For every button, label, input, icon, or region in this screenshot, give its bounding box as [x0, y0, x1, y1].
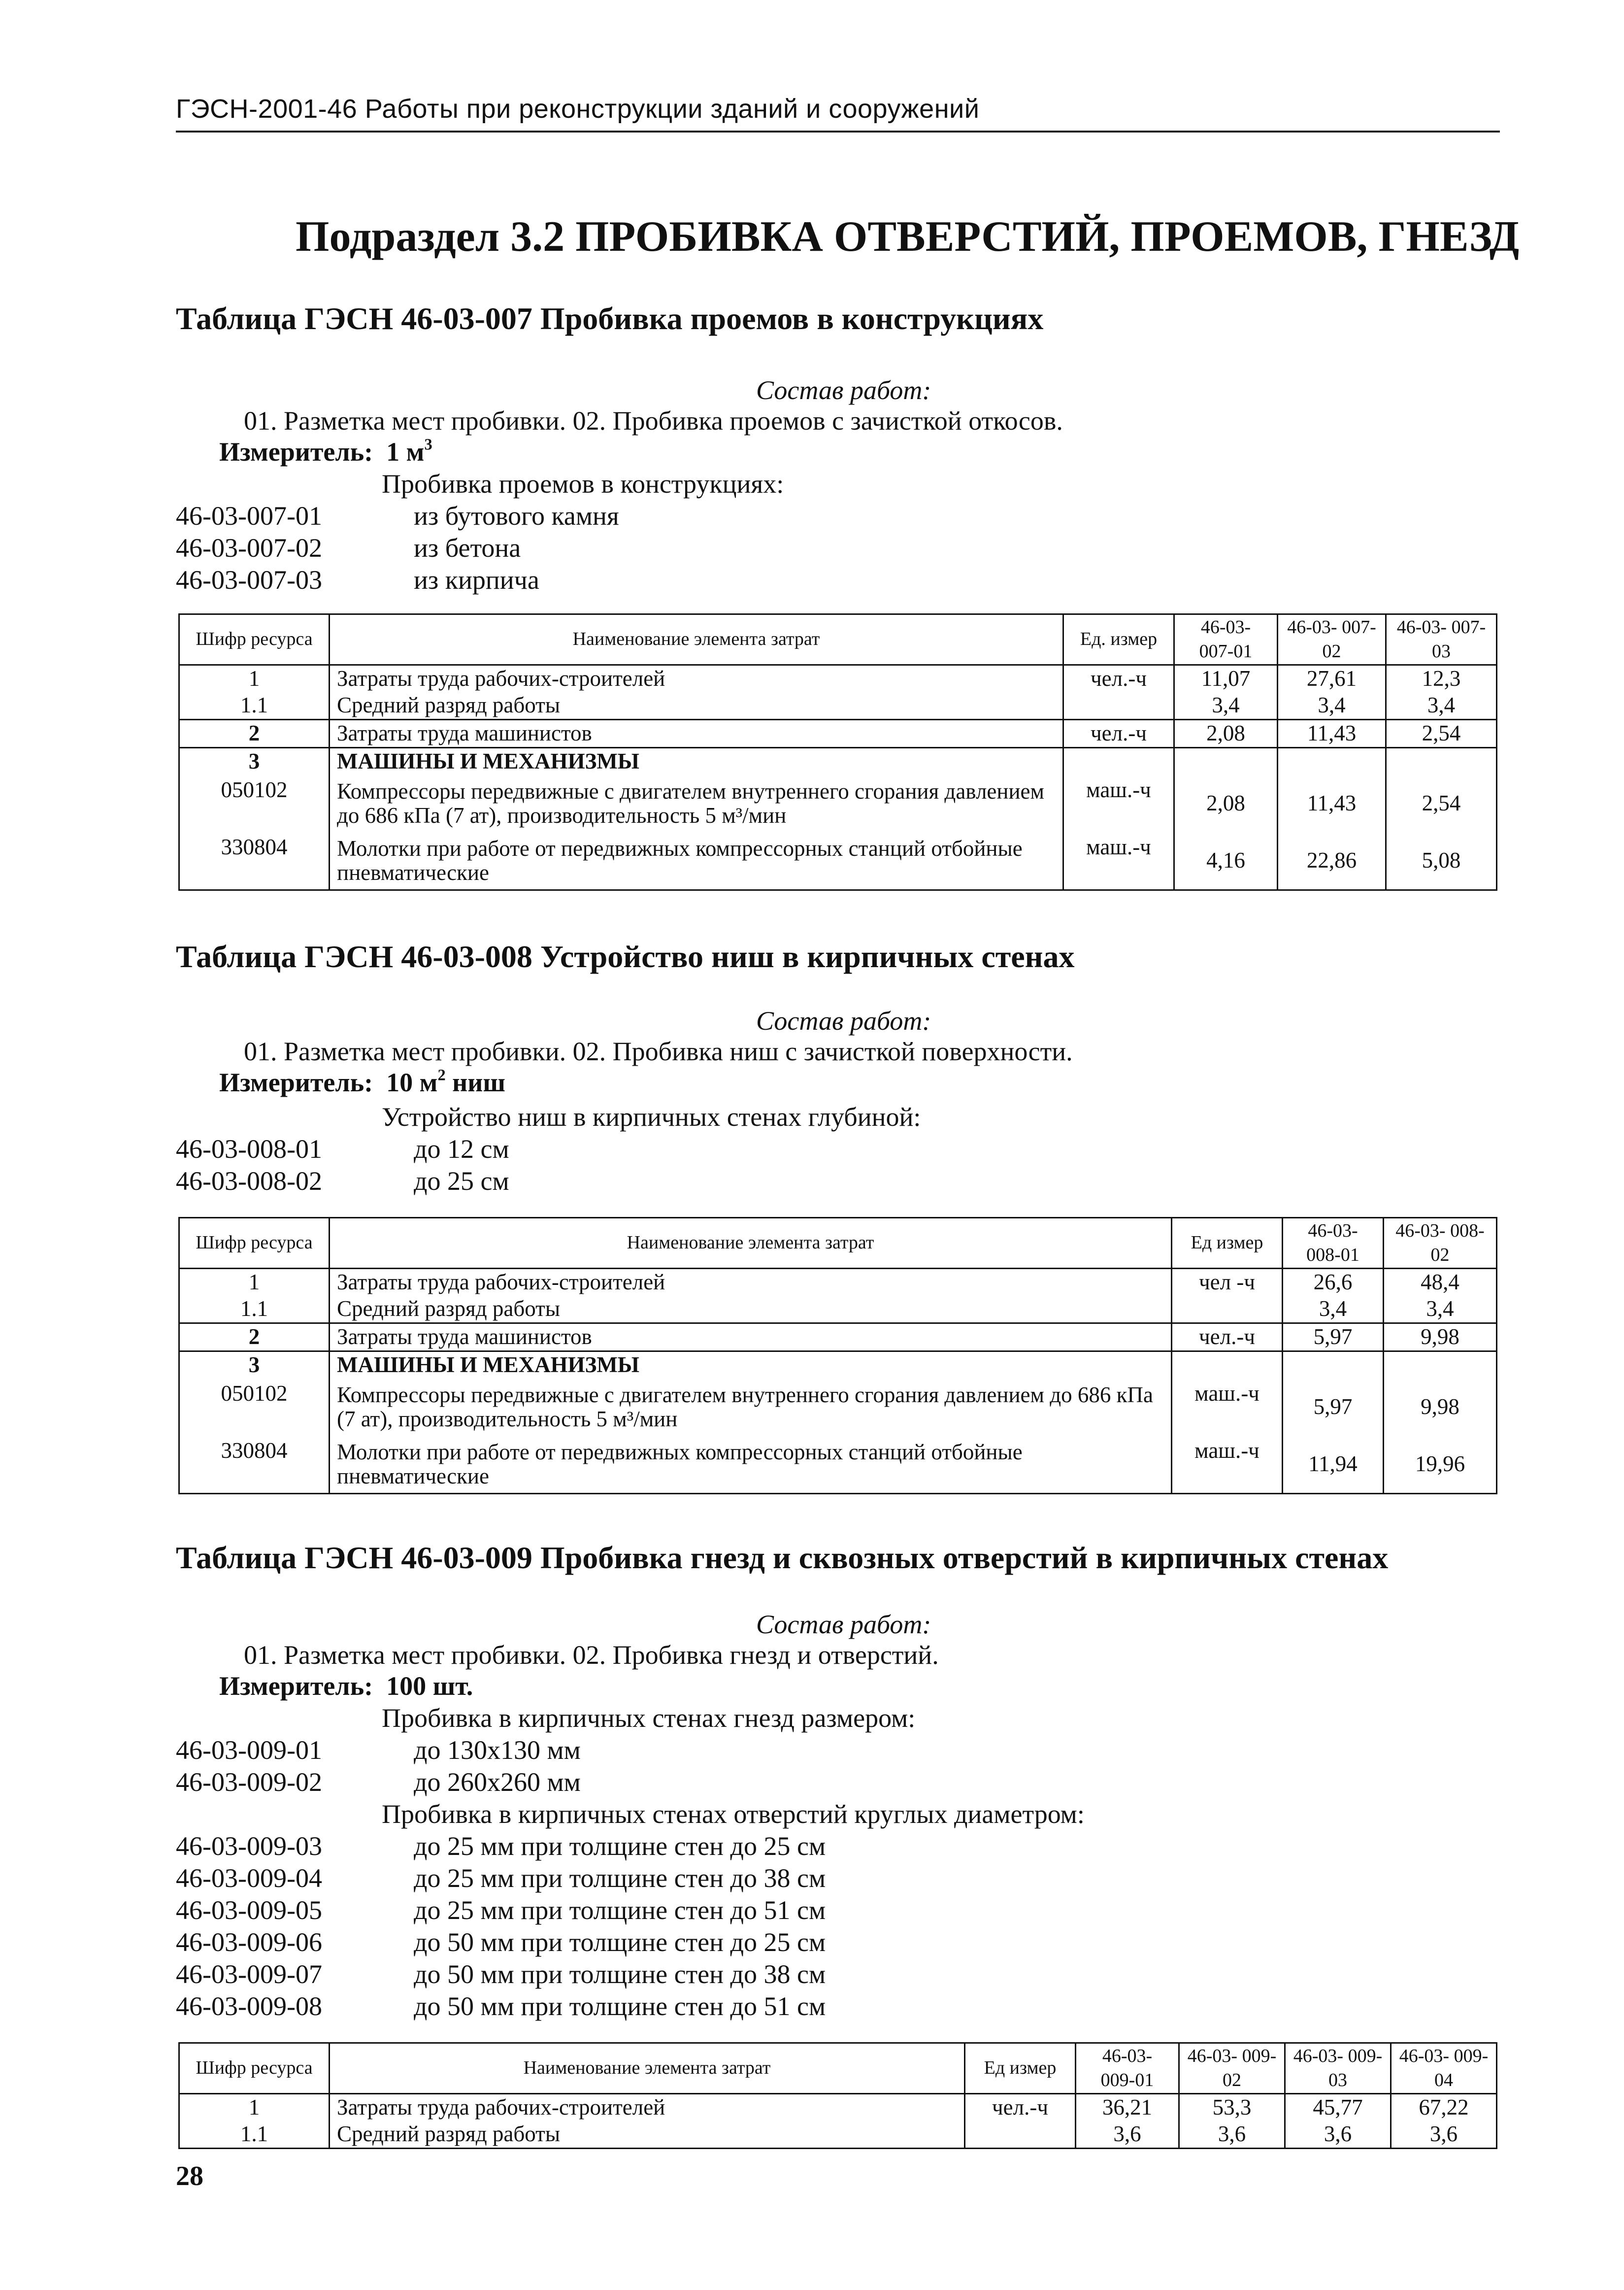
meter-value-009: 100 шт.: [386, 1671, 473, 1701]
item-desc-008-01: до 12 см: [414, 1134, 509, 1164]
composition-text-007: 01. Разметка мест пробивки. 02. Пробивка проемов с зачисткой откосов.: [244, 406, 1063, 436]
row-value: 5,97: [1283, 1323, 1384, 1351]
row-name: Компрессоры передвижные с двигателем внутреннего сгорания давлением до 686 кПа (7 ат), производительность 5 м³/мин: [330, 1379, 1172, 1436]
intro-007: Пробивка проемов в конструкциях:: [382, 469, 784, 499]
col-header-norm: 46-03- 009-03: [1285, 2043, 1391, 2094]
row-value: 9,98: [1384, 1323, 1497, 1351]
row-unit: чел.-ч: [1063, 665, 1174, 693]
row-code: 1: [179, 1269, 330, 1296]
norms-table-008: [178, 1217, 1497, 1494]
row-unit: [1172, 1296, 1283, 1323]
item-code-009-02: 46-03-009-02: [176, 1767, 322, 1797]
row-code: 1.1: [179, 692, 330, 720]
item-code-009-05: 46-03-009-05: [176, 1895, 322, 1925]
row-value: 3,6: [1285, 2121, 1391, 2149]
item-desc-009-08: до 50 мм при толщине стен до 51 см: [414, 1991, 826, 2021]
col-header-code: Шифр ресурса: [179, 2043, 330, 2094]
row-name: Молотки при работе от передвижных компрессорных станций отбойные пневматические: [330, 1436, 1172, 1494]
row-value: 11,07: [1174, 665, 1278, 693]
row-value: 3,4: [1384, 1296, 1497, 1323]
running-header: ГЭСН-2001-46 Работы при реконструкции зданий и сооружений: [176, 94, 980, 124]
item-code-009-07: 46-03-009-07: [176, 1959, 322, 1989]
item-desc-007-02: из бетона: [414, 533, 521, 563]
table-row: [179, 1323, 1497, 1351]
item-desc-009-03: до 25 мм при толщине стен до 25 см: [414, 1831, 826, 1861]
item-code-008-01: 46-03-008-01: [176, 1134, 322, 1164]
col-header-code: Шифр ресурса: [179, 1218, 330, 1269]
meter-008: [219, 1066, 505, 1097]
table-row: [179, 775, 1497, 832]
item-code-007-03: 46-03-007-03: [176, 565, 322, 595]
row-unit: маш.-ч: [1172, 1436, 1283, 1494]
row-unit: [1063, 748, 1174, 775]
section-title: Подраздел 3.2 ПРОБИВКА ОТВЕРСТИЙ, ПРОЕМОВ, ГНЕЗД: [296, 213, 1520, 261]
row-code: 1: [179, 665, 330, 693]
meter-label-007: Измеритель:: [219, 437, 373, 467]
table-header-row: [179, 1218, 1497, 1269]
item-code-007-01: 46-03-007-01: [176, 501, 322, 531]
item-code-009-03: 46-03-009-03: [176, 1831, 322, 1861]
table-row: [179, 748, 1497, 775]
item-desc-009-06: до 50 мм при толщине стен до 25 см: [414, 1927, 826, 1957]
row-value: 26,6: [1283, 1269, 1384, 1296]
row-value: [1384, 1351, 1497, 1379]
intro-008: Устройство ниш в кирпичных стенах глубиной:: [382, 1102, 921, 1132]
composition-label-007: Состав работ:: [756, 375, 931, 405]
row-value: 48,4: [1384, 1269, 1497, 1296]
composition-label-009: Состав работ:: [756, 1610, 931, 1639]
meter-value-007: 1 м: [386, 437, 425, 467]
row-code: 3: [179, 748, 330, 775]
table-title-007: Таблица ГЭСН 46-03-007 Пробивка проемов в конструкциях: [176, 301, 1044, 336]
row-value: 3,4: [1278, 692, 1386, 720]
row-name: Затраты труда рабочих-строителей: [330, 2094, 965, 2122]
composition-text-009: 01. Разметка мест пробивки. 02. Пробивка гнезд и отверстий.: [244, 1640, 939, 1670]
col-header-name: Наименование элемента затрат: [330, 1218, 1172, 1269]
row-unit: [1172, 1351, 1283, 1379]
row-unit: чел.-ч: [1063, 720, 1174, 748]
row-value: 36,21: [1076, 2094, 1179, 2122]
row-value: 11,94: [1283, 1436, 1384, 1494]
row-value: 67,22: [1391, 2094, 1497, 2122]
col-header-norm: 46-03- 008-01: [1283, 1218, 1384, 1269]
item-code-008-02: 46-03-008-02: [176, 1166, 322, 1196]
item-desc-008-02: до 25 см: [414, 1166, 509, 1196]
row-name: МАШИНЫ И МЕХАНИЗМЫ: [330, 748, 1063, 775]
intro2-009: Пробивка в кирпичных стенах отверстий круглых диаметром:: [382, 1799, 1085, 1829]
item-desc-007-03: из кирпича: [414, 565, 539, 595]
meter-suffix-008: ниш: [445, 1068, 505, 1097]
row-code: 050102: [179, 1379, 330, 1436]
col-header-norm: 46-03- 007-01: [1174, 614, 1278, 665]
row-name: Затраты труда рабочих-строителей: [330, 1269, 1172, 1296]
row-value: 27,61: [1278, 665, 1386, 693]
item-desc-009-02: до 260х260 мм: [414, 1767, 581, 1797]
table-title-008: Таблица ГЭСН 46-03-008 Устройство ниш в кирпичных стенах: [176, 939, 1075, 974]
row-value: 3,4: [1174, 692, 1278, 720]
row-unit: маш.-ч: [1172, 1379, 1283, 1436]
row-name: МАШИНЫ И МЕХАНИЗМЫ: [330, 1351, 1172, 1379]
row-name: Средний разряд работы: [330, 692, 1063, 720]
item-desc-009-04: до 25 мм при толщине стен до 38 см: [414, 1863, 826, 1893]
col-header-norm: 46-03- 007-02: [1278, 614, 1386, 665]
row-value: 19,96: [1384, 1436, 1497, 1494]
item-code-007-02: 46-03-007-02: [176, 533, 322, 563]
row-value: 3,4: [1386, 692, 1497, 720]
row-value: 45,77: [1285, 2094, 1391, 2122]
composition-label-008: Состав работ:: [756, 1006, 931, 1036]
row-name: Молотки при работе от передвижных компрессорных станций отбойные пневматические: [330, 832, 1063, 890]
table-row: [179, 1296, 1497, 1323]
meter-label-009: Измеритель:: [219, 1671, 373, 1701]
item-desc-009-05: до 25 мм при толщине стен до 51 см: [414, 1895, 826, 1925]
item-desc-007-01: из бутового камня: [414, 501, 619, 531]
composition-text-008: 01. Разметка мест пробивки. 02. Пробивка ниш с зачисткой поверхности.: [244, 1037, 1073, 1066]
col-header-norm: 46-03- 007-03: [1386, 614, 1497, 665]
meter-sup-007: 3: [424, 436, 432, 454]
col-header-norm: 46-03- 009-02: [1179, 2043, 1285, 2094]
col-header-name: Наименование элемента затрат: [330, 2043, 965, 2094]
row-value: 4,16: [1174, 832, 1278, 890]
row-name: Компрессоры передвижные с двигателем внутреннего сгорания давлением до 686 кПа (7 ат), производительность 5 м³/мин: [330, 775, 1063, 832]
row-code: 050102: [179, 775, 330, 832]
table-row: [179, 832, 1497, 890]
table-header-row: [179, 2043, 1497, 2094]
item-code-009-06: 46-03-009-06: [176, 1927, 322, 1957]
table-row: [179, 2121, 1497, 2149]
table-header-row: [179, 614, 1497, 665]
row-unit: маш.-ч: [1063, 832, 1174, 890]
row-value: 5,97: [1283, 1379, 1384, 1436]
row-value: 2,08: [1174, 775, 1278, 832]
col-header-unit: Ед измер: [1172, 1218, 1283, 1269]
col-header-code: Шифр ресурса: [179, 614, 330, 665]
table-row: [179, 692, 1497, 720]
table-row: [179, 665, 1497, 693]
meter-007: [219, 438, 432, 465]
row-unit: чел.-ч: [965, 2094, 1076, 2122]
row-code: 330804: [179, 832, 330, 890]
row-name: Средний разряд работы: [330, 1296, 1172, 1323]
row-name: Средний разряд работы: [330, 2121, 965, 2149]
table-row: [179, 2094, 1497, 2122]
row-value: 11,43: [1278, 720, 1386, 748]
row-unit: чел.-ч: [1172, 1323, 1283, 1351]
meter-009: [219, 1673, 473, 1699]
row-value: 2,08: [1174, 720, 1278, 748]
item-code-009-01: 46-03-009-01: [176, 1735, 322, 1765]
item-code-009-04: 46-03-009-04: [176, 1863, 322, 1893]
meter-value-008: 10 м: [386, 1068, 438, 1097]
page-number: 28: [176, 2161, 203, 2191]
item-desc-009-01: до 130х130 мм: [414, 1735, 581, 1765]
row-value: 53,3: [1179, 2094, 1285, 2122]
row-value: 2,54: [1386, 720, 1497, 748]
table-row: [179, 1379, 1497, 1436]
meter-sup-008: 2: [437, 1066, 446, 1084]
row-name: Затраты труда машинистов: [330, 720, 1063, 748]
row-value: [1174, 748, 1278, 775]
table-row: [179, 720, 1497, 748]
col-header-norm: 46-03- 009-01: [1076, 2043, 1179, 2094]
row-code: 330804: [179, 1436, 330, 1494]
norms-table-009: [178, 2042, 1497, 2149]
row-unit: [965, 2121, 1076, 2149]
table-title-009: Таблица ГЭСН 46-03-009 Пробивка гнезд и сквозных отверстий в кирпичных стенах: [176, 1540, 1389, 1575]
item-desc-009-07: до 50 мм при толщине стен до 38 см: [414, 1959, 826, 1989]
table-row: [179, 1436, 1497, 1494]
row-value: 3,6: [1391, 2121, 1497, 2149]
row-code: 1.1: [179, 1296, 330, 1323]
row-unit: [1063, 692, 1174, 720]
col-header-unit: Ед. измер: [1063, 614, 1174, 665]
row-value: [1278, 748, 1386, 775]
col-header-norm: 46-03- 009-04: [1391, 2043, 1497, 2094]
row-unit: маш.-ч: [1063, 775, 1174, 832]
header-rule: [176, 131, 1500, 133]
row-name: Затраты труда рабочих-строителей: [330, 665, 1063, 693]
table-row: [179, 1351, 1497, 1379]
row-value: 12,3: [1386, 665, 1497, 693]
item-code-009-08: 46-03-009-08: [176, 1991, 322, 2021]
row-value: 3,6: [1076, 2121, 1179, 2149]
col-header-name: Наименование элемента затрат: [330, 614, 1063, 665]
row-code: 1.1: [179, 2121, 330, 2149]
meter-label-008: Измеритель:: [219, 1068, 373, 1097]
col-header-unit: Ед измер: [965, 2043, 1076, 2094]
row-code: 2: [179, 720, 330, 748]
row-value: 3,6: [1179, 2121, 1285, 2149]
row-value: 22,86: [1278, 832, 1386, 890]
row-value: [1283, 1351, 1384, 1379]
row-value: [1386, 748, 1497, 775]
row-name: Затраты труда машинистов: [330, 1323, 1172, 1351]
row-value: 9,98: [1384, 1379, 1497, 1436]
intro-009: Пробивка в кирпичных стенах гнезд размером:: [382, 1703, 916, 1733]
row-value: 3,4: [1283, 1296, 1384, 1323]
row-code: 2: [179, 1323, 330, 1351]
col-header-norm: 46-03- 008-02: [1384, 1218, 1497, 1269]
row-value: 5,08: [1386, 832, 1497, 890]
row-value: 11,43: [1278, 775, 1386, 832]
row-value: 2,54: [1386, 775, 1497, 832]
row-unit: чел -ч: [1172, 1269, 1283, 1296]
norms-table-007: [178, 613, 1497, 891]
row-code: 1: [179, 2094, 330, 2122]
row-code: 3: [179, 1351, 330, 1379]
table-row: [179, 1269, 1497, 1296]
